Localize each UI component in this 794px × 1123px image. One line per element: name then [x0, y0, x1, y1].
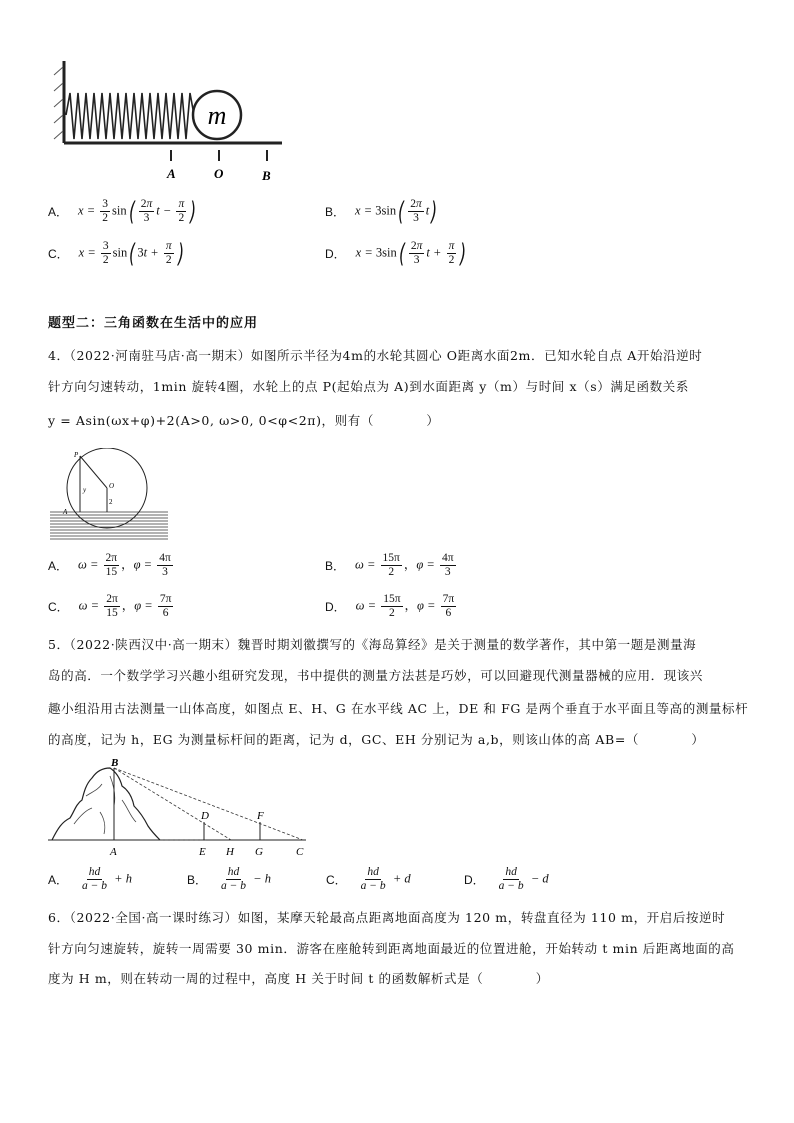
q5-option-c[interactable]: C． $\frac{hd}{a - b}$ + d [326, 866, 411, 892]
q6-text-line-3: 度为 H m，则在转动一周的过程中，高度 H 关于时间 t 的函数解析式是（ ） [48, 971, 549, 986]
wheel-center-o-label: O [109, 482, 115, 490]
q5-option-d[interactable]: D． $\frac{hd}{a - b}$ − d [464, 866, 549, 892]
q4-option-d[interactable]: D． ω = $\frac{15\pi}{2}$ ，φ = $\frac{7\pi}{6}$ [325, 593, 458, 620]
q5-option-c-formula: $\frac{hd}{a - b}$ + d [360, 866, 411, 892]
q4-option-b[interactable]: B． ω = $\frac{15\pi}{2}$ ，φ = $\frac{4\pi}{3}$ [325, 552, 458, 579]
mountain-survey-figure [44, 756, 314, 860]
mass-label: m [207, 101, 227, 130]
wheel-point-a-label: A [63, 508, 68, 516]
q5-text-line-3: 趣小组沿用古法测量一山体高度，如图点 E、H、G 在水平线 AC 上，DE 和 FG 是两个垂直于水平面且等高的测量标杆 [48, 701, 749, 716]
wheel-point-p-label: P [74, 451, 79, 459]
section-heading: 题型二：三角函数在生活中的应用 [48, 316, 259, 331]
q5-option-b[interactable]: B． $\frac{hd}{a - b}$ − h [187, 866, 271, 892]
water-wheel-figure [50, 448, 170, 548]
q5-text-line-1: 5．（2022·陕西汉中·高一期末）魏晋时期刘徽撰写的《海岛算经》是关于测量的数学著作，其中第一题是测量海 [48, 637, 697, 652]
q4-option-d-formula: ω = $\frac{15\pi}{2}$ ，φ = $\frac{7\pi}{6}$ [355, 593, 455, 619]
point-h-label: H [226, 846, 234, 858]
q5-option-b-formula: $\frac{hd}{a - b}$ − h [221, 866, 271, 892]
wheel-y-label: y [83, 486, 87, 494]
q3-option-c-formula: x = $\frac{3}{2}$ sin( 3t + $\frac{\pi}{2}$ ) [78, 238, 184, 269]
q3-option-b-formula: x = 3sin( $\frac{2\pi}{3}$ t) [355, 196, 438, 227]
wheel-distance-label: 2 [109, 498, 113, 506]
q4-option-c-formula: ω = $\frac{2\pi}{15}$ ，φ = $\frac{7\pi}{6}$ [78, 593, 172, 619]
q5-option-a-formula: $\frac{hd}{a - b}$ + h [82, 866, 132, 892]
q3-option-b[interactable]: B． x = 3sin( $\frac{2\pi}{3}$ t) [325, 198, 439, 225]
pole-d-label: D [201, 810, 209, 822]
q3-option-c[interactable]: C． x = $\frac{3}{2}$ sin( 3t + $\frac{\pi}{2}$ ) [48, 240, 186, 267]
mountain-top-b-label: B [111, 757, 119, 769]
point-a-label: A [167, 166, 176, 181]
q4-option-b-formula: ω = $\frac{15\pi}{2}$ ，φ = $\frac{4\pi}{3}$ [355, 552, 454, 578]
q3-option-a-formula: x = $\frac{3}{2}$ sin( $\frac{2\pi}{3}$ t − $\frac{\pi}{2}$ ) [78, 196, 197, 227]
point-g-label: G [255, 846, 263, 858]
q5-option-a[interactable]: A． $\frac{hd}{a - b}$ + h [48, 866, 132, 892]
q6-text-line-2: 针方向匀速旋转，旋转一周需要 30 min．游客在座舱转到距离地面最近的位置进舱，开始转动 t min 后距离地面的高 [48, 941, 735, 956]
q5-text-line-2: 岛的高．一个数学学习兴趣小组研究发现，书中提供的测量方法甚是巧妙，可以回避现代测量器械的应用．现该兴 [48, 668, 704, 683]
q4-text-line-2: 针方向匀速转动，1min 旋转4圈，水轮上的点 P(起始点为 A)到水面距离 y（m）与时间 x（s）满足函数关系 [48, 379, 689, 394]
base-a-label: A [110, 846, 117, 858]
point-b-label: B [262, 168, 271, 183]
q5-text-line-4: 的高度，记为 h，EG 为测量标杆间的距离，记为 d，GC、EH 分别记为 a,b，则该山体的高 AB=（ ） [48, 732, 705, 747]
point-c-label: C [296, 846, 304, 858]
q4-formula-line: y = Asin(ωx+φ)+2(A>0, ω>0, 0<φ<2π)，则有（ ） [48, 413, 440, 428]
q4-option-a-formula: ω = $\frac{2\pi}{15}$ ，φ = $\frac{4\pi}{3}$ [78, 552, 171, 578]
spring-mass-figure [50, 55, 290, 185]
q4-option-c[interactable]: C． ω = $\frac{2\pi}{15}$ ，φ = $\frac{7\pi}{6}$ [48, 593, 175, 620]
point-e-label: E [199, 846, 206, 858]
q4-text-line-1: 4．（2022·河南驻马店·高一期末）如图所示半径为4m的水轮其圆心 O距离水面2m．已知水轮自点 A开始沿逆时 [48, 348, 703, 363]
q3-option-a[interactable]: A． x = $\frac{3}{2}$ sin( $\frac{2\pi}{3}$ t − $\frac{\pi}{2}$ ) [48, 198, 198, 225]
point-o-label: O [214, 166, 224, 181]
q3-option-d[interactable]: D． x = 3sin( $\frac{2\pi}{3}$ t + $\frac{\pi}{2}$ ) [325, 240, 469, 267]
pole-f-label: F [257, 810, 264, 822]
q6-text-line-1: 6．（2022·全国·高一课时练习）如图，某摩天轮最高点距离地面高度为 120 m，转盘直径为 110 m，开启后按逆时 [48, 910, 726, 925]
q5-option-d-formula: $\frac{hd}{a - b}$ − d [498, 866, 549, 892]
q3-option-d-formula: x = 3sin( $\frac{2\pi}{3}$ t + $\frac{\pi}{2}$ ) [355, 238, 467, 269]
q4-option-a[interactable]: A． ω = $\frac{2\pi}{15}$ ，φ = $\frac{4\pi}{3}$ [48, 552, 175, 579]
